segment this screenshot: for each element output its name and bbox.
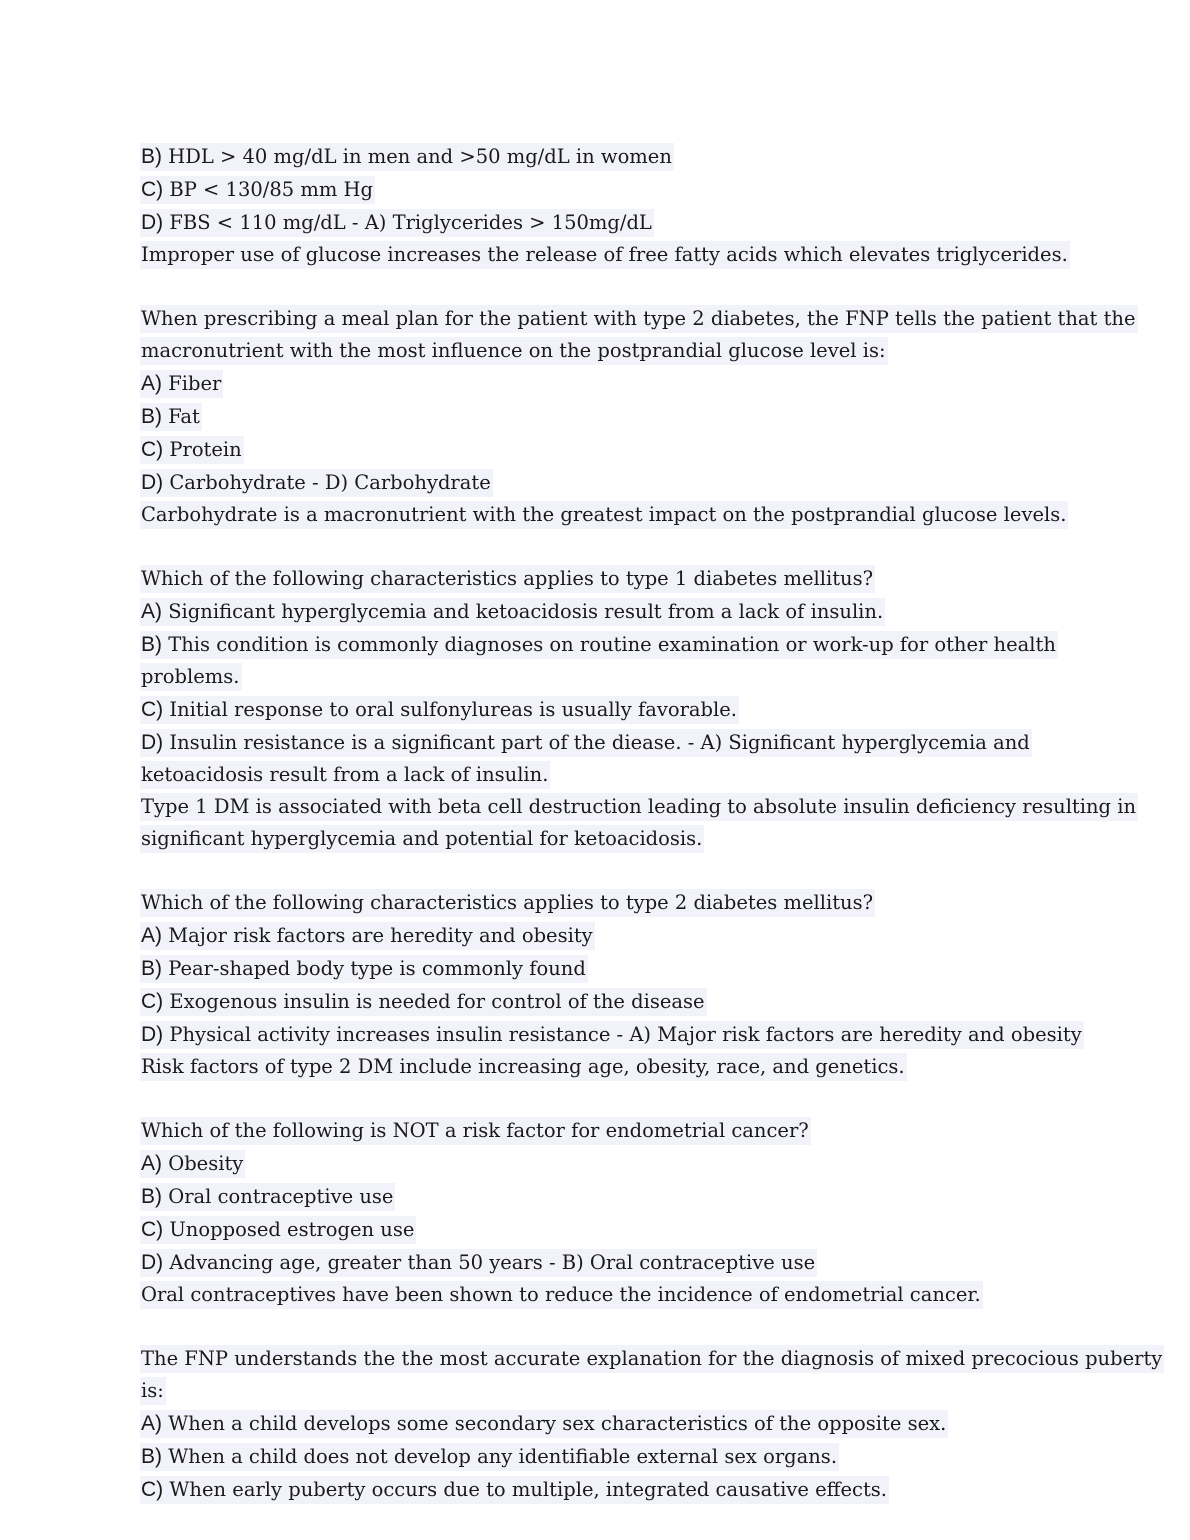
text-line <box>140 1343 1163 1375</box>
line-highlight <box>140 370 223 398</box>
option-letter: B) <box>141 145 162 168</box>
line-highlight <box>140 598 885 626</box>
text-line <box>140 1115 1060 1147</box>
line-highlight <box>140 696 739 724</box>
option-letter: C) <box>141 1218 164 1241</box>
text-line <box>140 661 1060 693</box>
line-highlight <box>140 143 674 171</box>
line-highlight <box>140 305 1138 333</box>
text-line <box>140 823 1060 855</box>
line-text: problems. <box>141 665 240 688</box>
line-text: Carbohydrate is a macronutrient with the greatest impact on the postprandial glucose levels. <box>141 503 1067 526</box>
line-highlight <box>140 793 1138 821</box>
answer-option-line <box>140 140 1060 173</box>
line-highlight <box>140 209 654 237</box>
paragraph-gap <box>140 1083 1060 1115</box>
line-highlight <box>140 1053 907 1081</box>
answer-option-line <box>140 1246 1060 1279</box>
line-text: Insulin resistance is a significant part of the diease. - A) Significant hyperglycemia and <box>169 731 1030 754</box>
line-text: Oral contraceptive use <box>168 1185 394 1208</box>
option-letter: C) <box>141 178 164 201</box>
option-letter: A) <box>141 372 162 395</box>
line-highlight <box>140 631 1058 659</box>
line-text: When prescribing a meal plan for the patient with type 2 diabetes, the FNP tells the patient that the <box>141 307 1136 330</box>
line-highlight <box>140 663 242 691</box>
text-line <box>140 239 1068 271</box>
text-line <box>140 1051 1060 1083</box>
line-text: Major risk factors are heredity and obesity <box>168 924 593 947</box>
paragraph-gap <box>140 1311 1060 1343</box>
line-text: When a child develops some secondary sex characteristics of the opposite sex. <box>168 1412 947 1435</box>
line-highlight <box>140 1117 811 1145</box>
line-text: Exogenous insulin is needed for control of the disease <box>169 990 705 1013</box>
line-text: Initial response to oral sulfonylureas is usually favorable. <box>169 698 738 721</box>
line-text: Physical activity increases insulin resistance - A) Major risk factors are heredity and obesity <box>169 1023 1082 1046</box>
answer-option-line <box>140 400 1060 433</box>
line-highlight <box>140 1150 245 1178</box>
line-text: Fat <box>168 405 200 428</box>
line-text: The FNP understands the the most accurate explanation for the diagnosis of mixed precocious puberty <box>141 1347 1163 1370</box>
line-highlight <box>140 501 1068 529</box>
line-highlight <box>140 1410 948 1438</box>
line-text: Pear-shaped body type is commonly found <box>168 957 586 980</box>
text-line <box>140 303 1136 335</box>
line-text: Advancing age, greater than 50 years - B) Oral contraceptive use <box>169 1251 816 1274</box>
line-text: Protein <box>169 438 242 461</box>
line-highlight <box>140 176 375 204</box>
question-block <box>140 1343 1163 1506</box>
answer-option-line <box>140 1473 1060 1506</box>
line-text: ketoacidosis result from a lack of insulin. <box>141 763 549 786</box>
line-text: Significant hyperglycemia and ketoacidosis result from a lack of insulin. <box>168 600 884 623</box>
text-line <box>140 791 1137 823</box>
line-highlight <box>140 403 202 431</box>
line-text: macronutrient with the most influence on the postprandial glucose level is: <box>141 339 886 362</box>
answer-option-line <box>140 367 1060 400</box>
line-highlight <box>140 1216 416 1244</box>
line-text: Oral contraceptives have been shown to reduce the incidence of endometrial cancer. <box>141 1283 981 1306</box>
option-letter: A) <box>141 1152 162 1175</box>
document-page <box>140 140 1163 1506</box>
paragraph-gap <box>140 531 1060 563</box>
answer-option-line <box>140 1213 1060 1246</box>
option-letter: C) <box>141 1478 164 1501</box>
option-letter: B) <box>141 405 162 428</box>
question-block <box>140 887 1082 1083</box>
option-letter: D) <box>141 1251 164 1274</box>
line-highlight <box>140 761 550 789</box>
answer-option-line <box>140 985 1060 1018</box>
option-letter: A) <box>141 924 162 947</box>
answer-option-line <box>140 726 1060 759</box>
option-letter: C) <box>141 698 164 721</box>
line-text: This condition is commonly diagnoses on routine examination or work-up for other health <box>168 633 1056 656</box>
line-highlight <box>140 1249 817 1277</box>
option-letter: D) <box>141 1023 164 1046</box>
text-line <box>140 887 1060 919</box>
line-highlight <box>140 988 707 1016</box>
line-highlight <box>140 1377 166 1405</box>
answer-option-line <box>140 466 1060 499</box>
line-highlight <box>140 955 588 983</box>
option-letter: D) <box>141 731 164 754</box>
line-text: Which of the following is NOT a risk factor for endometrial cancer? <box>141 1119 809 1142</box>
line-highlight <box>140 469 493 497</box>
line-text: is: <box>141 1379 164 1402</box>
question-block <box>140 140 1068 271</box>
option-letter: D) <box>141 471 164 494</box>
option-letter: B) <box>141 957 162 980</box>
option-letter: A) <box>141 600 162 623</box>
answer-option-line <box>140 919 1060 952</box>
line-highlight <box>140 1345 1164 1373</box>
option-letter: C) <box>141 990 164 1013</box>
line-highlight <box>140 1183 395 1211</box>
answer-option-line <box>140 1407 1060 1440</box>
line-text: When a child does not develop any identifiable external sex organs. <box>168 1445 838 1468</box>
line-text: FBS < 110 mg/dL - A) Triglycerides > 150mg/dL <box>169 211 652 234</box>
line-text: Unopposed estrogen use <box>169 1218 415 1241</box>
line-text: Improper use of glucose increases the release of free fatty acids which elevates triglycerides. <box>141 243 1068 266</box>
answer-option-line <box>140 1018 1082 1051</box>
line-highlight <box>140 1476 889 1504</box>
line-highlight <box>140 889 875 917</box>
text-line <box>140 759 1060 791</box>
text-line <box>140 335 1060 367</box>
option-letter: B) <box>141 1185 162 1208</box>
answer-option-line <box>140 628 1060 661</box>
line-text: Type 1 DM is associated with beta cell destruction leading to absolute insulin deficiency resulting in <box>141 795 1137 818</box>
line-highlight <box>140 565 875 593</box>
line-highlight <box>140 436 244 464</box>
line-text: Risk factors of type 2 DM include increasing age, obesity, race, and genetics. <box>141 1055 905 1078</box>
line-text: HDL > 40 mg/dL in men and >50 mg/dL in women <box>168 145 672 168</box>
answer-option-line <box>140 1440 1060 1473</box>
line-highlight <box>140 922 595 950</box>
text-line <box>140 563 1060 595</box>
line-highlight <box>140 1443 839 1471</box>
line-text: Obesity <box>168 1152 244 1175</box>
line-text: Which of the following characteristics applies to type 2 diabetes mellitus? <box>141 891 874 914</box>
paragraph-gap <box>140 855 1060 887</box>
line-highlight <box>140 1281 983 1309</box>
option-letter: B) <box>141 633 162 656</box>
question-block <box>140 563 1137 855</box>
line-highlight <box>140 1021 1084 1049</box>
line-highlight <box>140 729 1032 757</box>
answer-option-line <box>140 952 1060 985</box>
answer-option-line <box>140 206 1060 239</box>
line-text: BP < 130/85 mm Hg <box>169 178 374 201</box>
question-block <box>140 303 1136 531</box>
text-line <box>140 1279 1060 1311</box>
answer-option-line <box>140 595 1060 628</box>
option-letter: D) <box>141 211 164 234</box>
line-text: Fiber <box>168 372 222 395</box>
question-block <box>140 1115 1060 1311</box>
answer-option-line <box>140 693 1060 726</box>
text-line <box>140 499 1067 531</box>
option-letter: C) <box>141 438 164 461</box>
line-highlight <box>140 337 888 365</box>
line-text: When early puberty occurs due to multiple, integrated causative effects. <box>169 1478 888 1501</box>
line-text: significant hyperglycemia and potential for ketoacidosis. <box>141 827 703 850</box>
option-letter: A) <box>141 1412 162 1435</box>
line-text: Which of the following characteristics applies to type 1 diabetes mellitus? <box>141 567 874 590</box>
line-highlight <box>140 825 704 853</box>
answer-option-line <box>140 433 1060 466</box>
option-letter: B) <box>141 1445 162 1468</box>
paragraph-gap <box>140 271 1060 303</box>
answer-option-line <box>140 173 1060 206</box>
answer-option-line <box>140 1147 1060 1180</box>
line-highlight <box>140 241 1070 269</box>
text-line <box>140 1375 1060 1407</box>
line-text: Carbohydrate - D) Carbohydrate <box>169 471 491 494</box>
answer-option-line <box>140 1180 1060 1213</box>
